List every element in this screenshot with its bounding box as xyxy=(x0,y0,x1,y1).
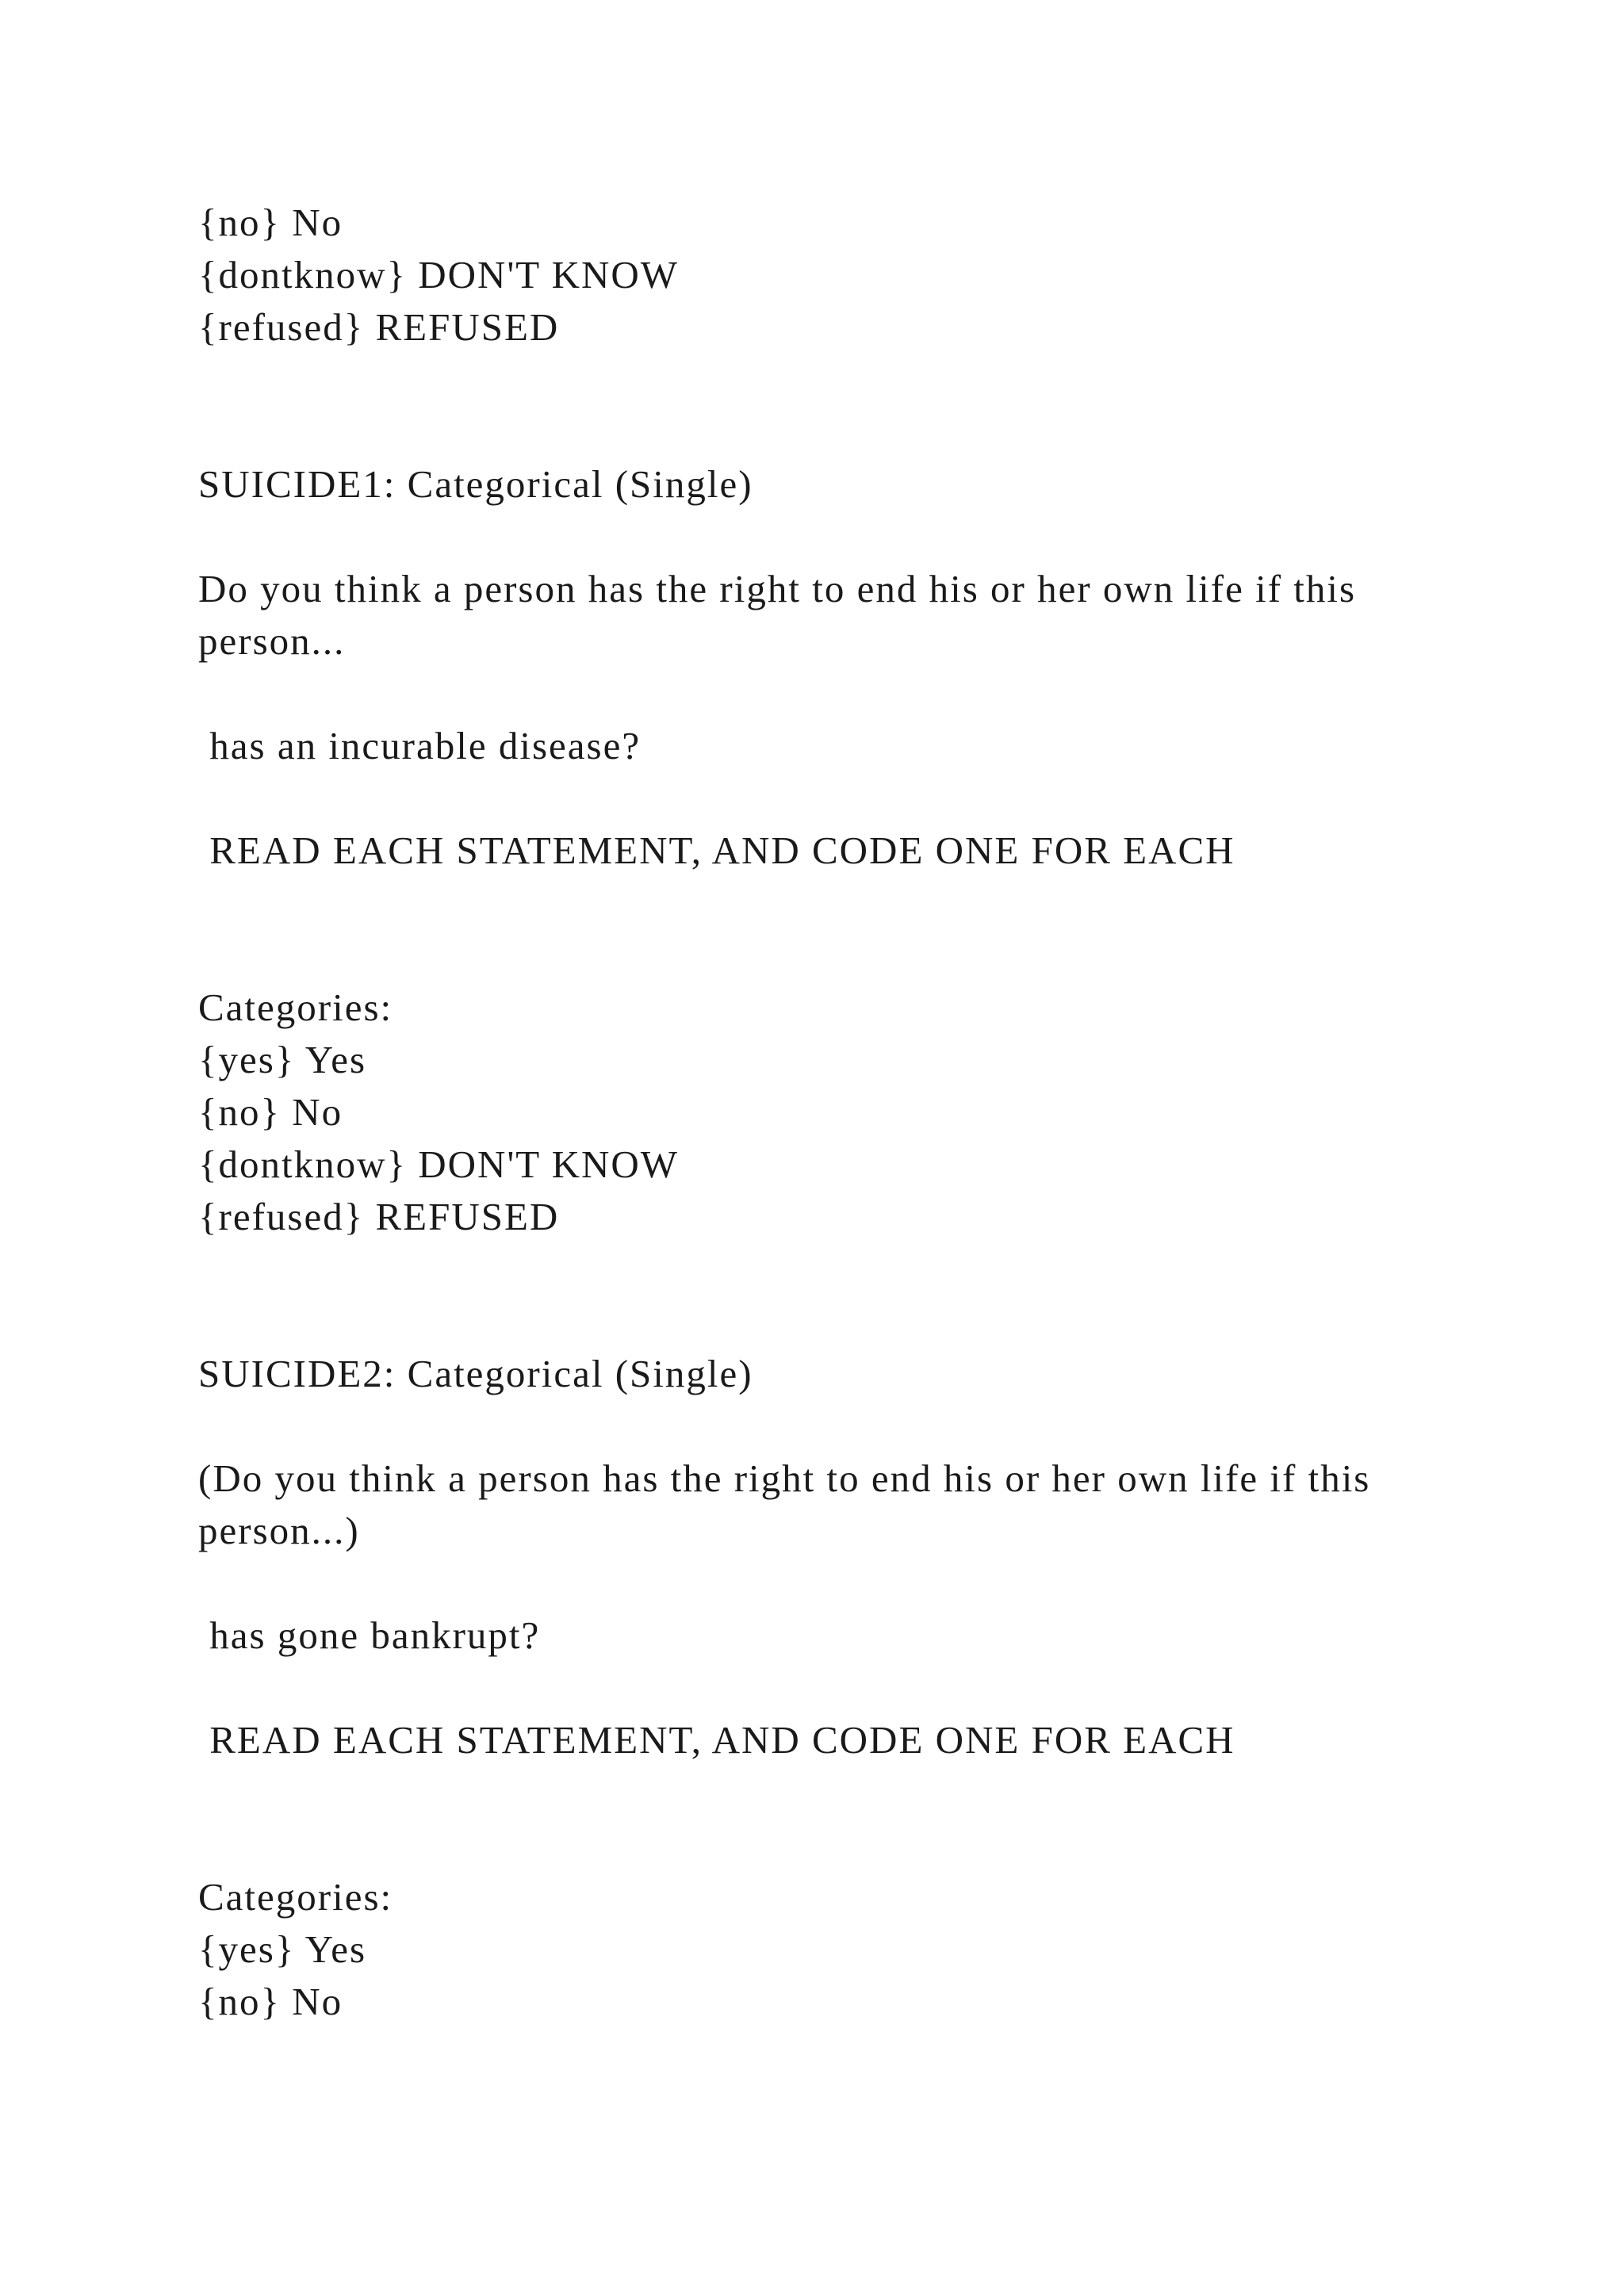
question-text: Do you think a person has the right to end his or her own life if this person... xyxy=(198,567,1357,663)
category-option: {no} No xyxy=(198,1980,343,2023)
question-text: (Do you think a person has the right to end his or her own life if this person...) xyxy=(198,1456,1371,1552)
interviewer-instruction: READ EACH STATEMENT, AND CODE ONE FOR EACH xyxy=(198,1718,1235,1762)
category-option: {yes} Yes xyxy=(198,1927,367,1971)
question-sub-item: has an incurable disease? xyxy=(198,724,642,767)
category-option: {dontknow} DON'T KNOW xyxy=(198,1142,679,1186)
categories-label: Categories: xyxy=(198,985,393,1029)
category-option: {yes} Yes xyxy=(198,1038,367,1081)
category-option: {no} No xyxy=(198,201,343,244)
question-sub-item: has gone bankrupt? xyxy=(198,1613,541,1657)
interviewer-instruction: READ EACH STATEMENT, AND CODE ONE FOR EACH xyxy=(198,828,1235,872)
category-option: {no} No xyxy=(198,1090,343,1134)
question-header: SUICIDE2: Categorical (Single) xyxy=(198,1352,753,1395)
question-header: SUICIDE1: Categorical (Single) xyxy=(198,462,753,506)
categories-label: Categories: xyxy=(198,1875,393,1919)
category-option: {refused} REFUSED xyxy=(198,1195,560,1238)
category-option: {refused} REFUSED xyxy=(198,305,560,349)
category-option: {dontknow} DON'T KNOW xyxy=(198,253,679,297)
